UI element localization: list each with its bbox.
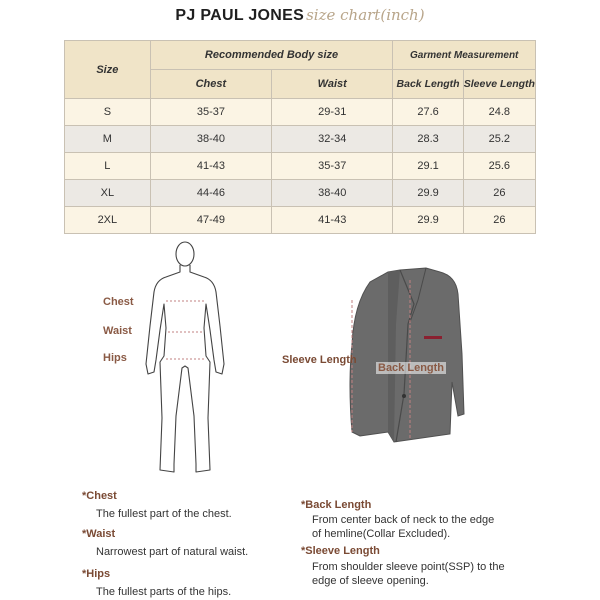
chest-cell: 47-49 bbox=[150, 207, 271, 234]
brand-name: PJ PAUL JONES bbox=[175, 7, 305, 24]
back-length-definition-title: *Back Length bbox=[301, 499, 372, 511]
table-row bbox=[65, 99, 536, 126]
sleeve-length-cell: 25.6 bbox=[463, 153, 535, 180]
sleeve-length-cell: 26 bbox=[463, 180, 535, 207]
table-row bbox=[65, 207, 536, 234]
waist-cell: 29-31 bbox=[272, 99, 393, 126]
chart-title bbox=[0, 6, 600, 32]
chest-cell: 41-43 bbox=[150, 153, 271, 180]
waist-cell: 32-34 bbox=[272, 126, 393, 153]
sleeve-length-definition-title: *Sleeve Length bbox=[301, 545, 380, 557]
table-row bbox=[65, 180, 536, 207]
back-length-cell: 28.3 bbox=[393, 126, 463, 153]
chest-cell: 35-37 bbox=[150, 99, 271, 126]
waist-label: Waist bbox=[103, 325, 132, 337]
size-cell: M bbox=[65, 126, 151, 153]
hips-label: Hips bbox=[103, 352, 127, 364]
size-cell: XL bbox=[65, 180, 151, 207]
waist-cell: 35-37 bbox=[272, 153, 393, 180]
back-length-definition-line2: of hemline(Collar Excluded). bbox=[312, 528, 451, 540]
chest-cell: 38-40 bbox=[150, 126, 271, 153]
hips-definition-title: *Hips bbox=[82, 568, 111, 580]
size-cell: L bbox=[65, 153, 151, 180]
size-header: Size bbox=[65, 41, 151, 99]
sleeve-length-label: Sleeve Length bbox=[282, 354, 357, 366]
back-length-label: Back Length bbox=[378, 362, 445, 374]
sleeve-length-definition-line2: edge of sleeve opening. bbox=[312, 575, 429, 587]
table-row bbox=[65, 153, 536, 180]
back-length-definition-line1: From center back of neck to the edge bbox=[312, 514, 495, 526]
back-length-column-header: Back Length bbox=[393, 70, 463, 99]
hips-definition-text: The fullest parts of the hips. bbox=[96, 586, 232, 598]
sleeve-length-cell: 25.2 bbox=[463, 126, 535, 153]
size-table bbox=[64, 40, 536, 234]
chest-definition-text: The fullest part of the chest. bbox=[96, 508, 232, 520]
waist-cell: 41-43 bbox=[272, 207, 393, 234]
chest-column-header: Chest bbox=[150, 70, 271, 99]
back-length-cell: 27.6 bbox=[393, 99, 463, 126]
size-cell: S bbox=[65, 99, 151, 126]
back-length-cell: 29.1 bbox=[393, 153, 463, 180]
size-cell: 2XL bbox=[65, 207, 151, 234]
waist-definition-title: *Waist bbox=[82, 528, 116, 540]
garment-group-header: Garment Measurement bbox=[393, 41, 536, 70]
waist-cell: 38-40 bbox=[272, 180, 393, 207]
sleeve-length-cell: 24.8 bbox=[463, 99, 535, 126]
sleeve-length-cell: 26 bbox=[463, 207, 535, 234]
waist-definition-text: Narrowest part of natural waist. bbox=[96, 546, 249, 558]
body-outline-illustration bbox=[130, 238, 240, 478]
body-size-group-header: Recommended Body size bbox=[150, 41, 393, 70]
chest-definition-title: *Chest bbox=[82, 490, 117, 502]
sleeve-length-definition-line1: From shoulder sleeve point(SSP) to the bbox=[312, 561, 505, 573]
waist-column-header: Waist bbox=[272, 70, 393, 99]
chest-label: Chest bbox=[103, 296, 134, 308]
table-row bbox=[65, 126, 536, 153]
back-length-cell: 29.9 bbox=[393, 180, 463, 207]
chart-subtitle: size chart(inch) bbox=[306, 6, 425, 24]
back-length-cell: 29.9 bbox=[393, 207, 463, 234]
chest-cell: 44-46 bbox=[150, 180, 271, 207]
sleeve-length-column-header: Sleeve Length bbox=[463, 70, 535, 99]
